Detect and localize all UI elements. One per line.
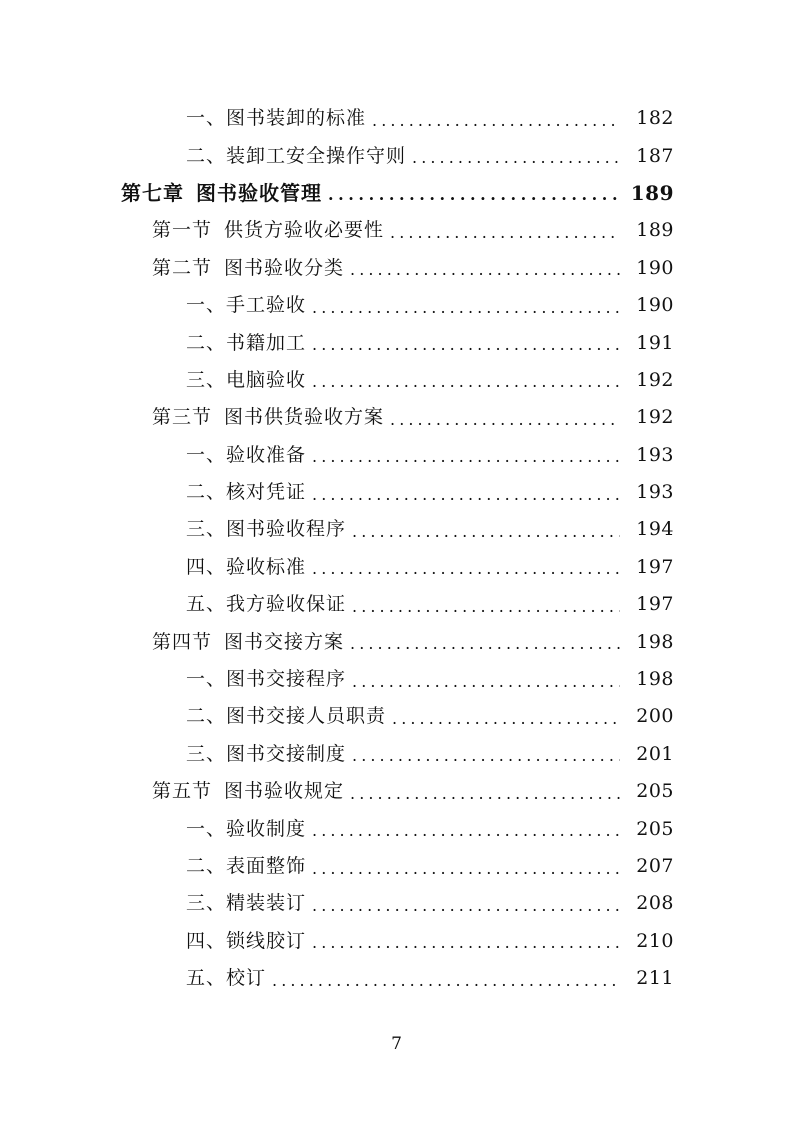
toc-entry-prefix: 三、 <box>186 518 227 541</box>
toc-page-number: 211 <box>636 967 674 990</box>
toc-entry-text: 供货方验收必要性 <box>224 219 385 242</box>
toc-entry-title <box>152 256 345 279</box>
toc-entry-text: 精装装订 <box>226 892 307 915</box>
toc-entry-text: 锁线胶订 <box>226 929 307 952</box>
toc-entry-prefix: 一、 <box>186 817 227 840</box>
toc-entry-title <box>186 296 306 315</box>
toc-entry-text: 图书验收规定 <box>224 780 345 803</box>
toc-subsection-entry[interactable] <box>0 100 793 137</box>
dot-leader <box>272 973 620 989</box>
toc-subsection-entry[interactable] <box>0 810 793 847</box>
toc-page-number: 210 <box>636 929 674 952</box>
toc-entry-text: 图书验收管理 <box>196 181 322 206</box>
dot-leader <box>392 711 620 727</box>
toc-section-entry[interactable] <box>0 212 793 249</box>
toc-subsection-entry[interactable] <box>0 736 793 773</box>
toc-subsection-entry[interactable] <box>0 437 793 474</box>
toc-entry-prefix: 三、 <box>186 892 227 915</box>
toc-page-number: 208 <box>636 892 674 915</box>
dot-leader <box>312 861 620 877</box>
page-number: 7 <box>391 1034 402 1054</box>
dot-leader <box>312 898 620 914</box>
toc-entry-prefix: 五、 <box>186 593 227 616</box>
toc-entry-title <box>186 670 346 689</box>
toc-section-entry[interactable] <box>0 623 793 660</box>
toc-entry-prefix: 五、 <box>186 967 227 990</box>
toc-entry-text: 图书交接人员职责 <box>226 705 387 728</box>
toc-entry-prefix: 第五节 <box>152 780 213 803</box>
toc-entry-title <box>186 520 346 539</box>
toc-entry-title <box>186 929 307 952</box>
toc-subsection-entry[interactable] <box>0 287 793 324</box>
toc-subsection-entry[interactable] <box>0 362 793 399</box>
dot-leader <box>312 374 620 390</box>
toc-entry-prefix: 二、 <box>186 144 227 167</box>
toc-page-number: 200 <box>636 705 674 728</box>
toc-page-number: 198 <box>636 668 674 691</box>
toc-entry-text: 图书验收程序 <box>226 518 347 541</box>
toc-page-number: 189 <box>636 219 674 242</box>
toc-page-number: 197 <box>636 593 674 616</box>
toc-page-number: 190 <box>636 294 674 317</box>
toc-subsection-entry[interactable] <box>0 923 793 960</box>
toc-entry-prefix: 第四节 <box>152 630 213 653</box>
toc-entry-prefix: 二、 <box>186 705 227 728</box>
toc-subsection-entry[interactable] <box>0 885 793 922</box>
toc-entry-text: 我方验收保证 <box>226 593 347 616</box>
toc-entry-title <box>152 221 384 240</box>
toc-entry-prefix: 四、 <box>186 929 227 952</box>
toc-entry-prefix: 第一节 <box>152 219 213 242</box>
toc-entry-prefix: 第三节 <box>152 406 213 429</box>
toc-entry-title <box>121 181 322 206</box>
toc-subsection-entry[interactable] <box>0 848 793 885</box>
toc-entry-prefix: 四、 <box>186 555 227 578</box>
toc-page-number: 193 <box>636 443 674 466</box>
toc-subsection-entry[interactable] <box>0 511 793 548</box>
dot-leader <box>350 262 620 278</box>
toc-entry-prefix: 一、 <box>186 443 227 466</box>
toc-entry-title <box>186 331 307 354</box>
toc-entry-prefix: 二、 <box>186 331 227 354</box>
dot-leader <box>352 524 620 540</box>
dot-leader <box>312 487 620 503</box>
toc-page-number: 182 <box>636 107 674 130</box>
toc-entry-text: 图书交接方案 <box>224 630 345 653</box>
toc-entry-title <box>152 630 345 653</box>
dot-leader <box>390 412 620 428</box>
toc-entry-text: 验收制度 <box>226 817 307 840</box>
toc-page-number: 189 <box>630 181 674 206</box>
toc-page-number: 192 <box>636 368 674 391</box>
toc-subsection-entry[interactable] <box>0 698 793 735</box>
toc-entry-prefix: 二、 <box>186 855 227 877</box>
toc-entry-text: 手工验收 <box>226 294 307 317</box>
toc-entry-text: 表面整饰 <box>226 855 307 877</box>
dot-leader <box>350 786 620 802</box>
toc-section-entry[interactable] <box>0 399 793 436</box>
toc-entry-prefix: 三、 <box>186 742 227 765</box>
toc-page-number: 201 <box>636 742 674 765</box>
toc-entry-title <box>186 443 307 466</box>
dot-leader <box>390 225 620 241</box>
toc-entry-text: 校订 <box>226 967 267 990</box>
dot-leader <box>328 187 620 203</box>
dot-leader <box>372 113 620 129</box>
toc-entry-title <box>186 595 346 614</box>
toc-subsection-entry[interactable] <box>0 661 793 698</box>
toc-entry-title <box>186 483 306 502</box>
toc-entry-prefix: 一、 <box>186 294 227 317</box>
toc-entry-title <box>186 144 407 167</box>
toc-subsection-entry[interactable] <box>0 324 793 361</box>
toc-entry-title <box>186 857 306 876</box>
dot-leader <box>312 300 620 316</box>
toc-entry-text: 图书装卸的标准 <box>226 107 367 130</box>
toc-entry-title <box>186 969 266 988</box>
table-of-contents <box>0 100 793 997</box>
toc-subsection-entry[interactable] <box>0 960 793 997</box>
toc-entry-text: 装卸工安全操作守则 <box>226 144 407 167</box>
toc-subsection-entry[interactable] <box>0 474 793 511</box>
toc-subsection-entry[interactable] <box>0 549 793 586</box>
dot-leader <box>312 561 620 577</box>
toc-entry-text: 图书验收分类 <box>224 256 345 279</box>
dot-leader <box>312 449 620 465</box>
toc-chapter-entry[interactable] <box>0 175 793 212</box>
toc-entry-prefix: 三、 <box>186 368 227 391</box>
toc-page-number: 190 <box>636 256 674 279</box>
dot-leader <box>412 150 620 166</box>
toc-entry-title <box>186 817 307 840</box>
toc-entry-title <box>152 408 384 427</box>
toc-section-entry[interactable] <box>0 250 793 287</box>
toc-page-number: 198 <box>636 630 674 653</box>
toc-page-number: 197 <box>636 555 674 578</box>
toc-page-number: 193 <box>636 481 674 504</box>
toc-page-number: 187 <box>636 144 674 167</box>
toc-page-number: 207 <box>636 855 674 877</box>
toc-entry-title <box>186 894 306 913</box>
dot-leader <box>352 748 620 764</box>
toc-section-entry[interactable] <box>0 773 793 810</box>
toc-entry-text: 图书交接程序 <box>226 668 347 691</box>
toc-entry-prefix: 第二节 <box>152 256 213 279</box>
toc-entry-title <box>186 707 386 726</box>
toc-entry-text: 图书交接制度 <box>226 742 347 765</box>
toc-page-number: 192 <box>636 406 674 429</box>
dot-leader <box>352 599 620 615</box>
dot-leader <box>312 935 620 951</box>
toc-entry-prefix: 第七章 <box>121 181 184 206</box>
toc-entry-prefix: 一、 <box>186 107 227 130</box>
toc-entry-title <box>186 742 347 765</box>
toc-page-number: 191 <box>636 331 674 354</box>
dot-leader <box>312 337 620 353</box>
toc-entry-title <box>152 782 344 801</box>
toc-page-number: 194 <box>636 518 674 541</box>
toc-entry-text: 书籍加工 <box>226 331 307 354</box>
toc-entry-text: 验收标准 <box>226 555 307 578</box>
toc-entry-prefix: 一、 <box>186 668 227 691</box>
dot-leader <box>312 823 620 839</box>
toc-entry-title <box>186 555 307 578</box>
toc-entry-title <box>186 368 307 391</box>
toc-entry-text: 电脑验收 <box>226 368 307 391</box>
toc-page-number: 205 <box>636 817 674 840</box>
toc-entry-text: 图书供货验收方案 <box>224 406 385 429</box>
toc-subsection-entry[interactable] <box>0 586 793 623</box>
toc-entry-title <box>186 109 366 128</box>
dot-leader <box>352 674 620 690</box>
toc-entry-text: 验收准备 <box>226 443 307 466</box>
toc-entry-text: 核对凭证 <box>226 481 307 504</box>
toc-page-number: 205 <box>636 780 674 803</box>
toc-entry-prefix: 二、 <box>186 481 227 504</box>
toc-subsection-entry[interactable] <box>0 137 793 174</box>
dot-leader <box>350 636 620 652</box>
